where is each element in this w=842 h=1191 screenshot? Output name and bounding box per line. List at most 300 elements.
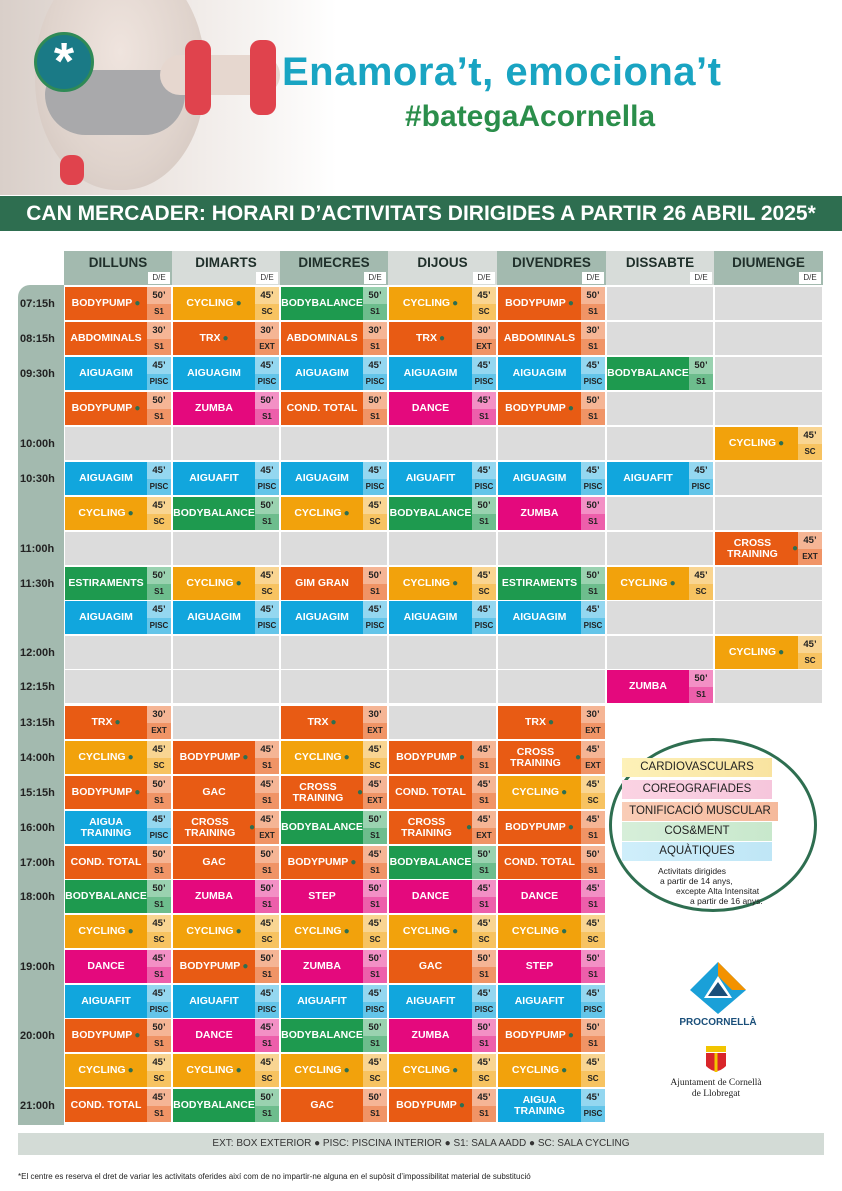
- time-label: 07:15h: [20, 298, 55, 310]
- activity-cell[interactable]: [172, 914, 280, 949]
- activity-label: CYCLING: [186, 925, 234, 937]
- activity-cell[interactable]: [280, 356, 388, 391]
- activity-name: [498, 601, 581, 634]
- activity-cell[interactable]: [64, 600, 172, 635]
- activity-cell[interactable]: [280, 984, 388, 1019]
- empty-slot: [280, 635, 388, 670]
- duration: 45’: [363, 985, 387, 1002]
- activity-label: ESTIRAMENTS: [501, 577, 578, 589]
- room-code: S1: [147, 304, 171, 321]
- activity-cell[interactable]: [388, 461, 497, 496]
- room-code: SC: [472, 584, 496, 601]
- activity-cell[interactable]: [64, 775, 172, 810]
- activity-name: [173, 462, 255, 495]
- activity-cell[interactable]: [497, 566, 606, 601]
- time-label: 11:00h: [20, 543, 55, 555]
- activity-name: [607, 670, 689, 703]
- high-intensity-icon: ●: [574, 752, 581, 763]
- activity-cell[interactable]: [280, 914, 388, 949]
- activity-cell[interactable]: [388, 321, 497, 356]
- activity-cell[interactable]: [172, 740, 280, 775]
- activity-cell[interactable]: [64, 1053, 172, 1088]
- room-code: PISC: [581, 374, 605, 391]
- activity-cell[interactable]: [172, 600, 280, 635]
- activity-label: BODYPUMP: [71, 402, 133, 414]
- activity-cell[interactable]: [388, 949, 497, 984]
- activity-cell[interactable]: [64, 321, 172, 356]
- activity-name: [173, 287, 255, 320]
- high-intensity-icon: ●: [452, 1065, 459, 1076]
- empty-slot: [280, 531, 388, 566]
- empty-slot: [64, 669, 172, 704]
- activity-label: CYCLING: [78, 507, 126, 519]
- activity-name: [173, 846, 255, 879]
- activity-label: BODYPUMP: [179, 960, 241, 972]
- activity-name: [389, 985, 472, 1018]
- duration: 50’: [581, 846, 605, 863]
- activity-cell[interactable]: [64, 984, 172, 1019]
- activity-label: BODYBALANCE: [173, 1099, 255, 1111]
- activity-cell[interactable]: [388, 600, 497, 635]
- room-code: S1: [472, 1106, 496, 1123]
- room-code: PISC: [581, 479, 605, 496]
- activity-cell[interactable]: [172, 1053, 280, 1088]
- activity-cell[interactable]: [280, 600, 388, 635]
- activity-cell[interactable]: [172, 879, 280, 914]
- duration: 50’: [363, 567, 387, 584]
- activity-cell[interactable]: [64, 914, 172, 949]
- activity-label: AIGUAGIM: [512, 367, 567, 379]
- room-code: SC: [689, 584, 713, 601]
- activity-cell[interactable]: [388, 740, 497, 775]
- empty-slot: [172, 705, 280, 740]
- empty-slot: [172, 635, 280, 670]
- activity-name: [389, 322, 472, 355]
- activity-label: BODYBALANCE: [173, 507, 255, 519]
- time-label: 17:00h: [20, 857, 55, 869]
- activity-cell[interactable]: [172, 391, 280, 426]
- activity-cell[interactable]: [280, 461, 388, 496]
- activity-name: [65, 880, 147, 913]
- activity-cell[interactable]: [497, 705, 606, 740]
- activity-cell[interactable]: [280, 1053, 388, 1088]
- activity-name: [498, 392, 581, 425]
- activity-label: CYCLING: [728, 646, 777, 658]
- activity-name: [281, 567, 363, 600]
- activity-cell[interactable]: [388, 1018, 497, 1053]
- activity-cell[interactable]: [388, 286, 497, 321]
- activity-cell[interactable]: [606, 669, 714, 704]
- activity-cell[interactable]: [172, 810, 280, 845]
- room-code: PISC: [147, 828, 171, 845]
- room-code: S1: [363, 409, 387, 426]
- activity-cell[interactable]: [497, 984, 606, 1019]
- activity-cell[interactable]: [497, 949, 606, 984]
- activity-name: [715, 636, 798, 669]
- activity-cell[interactable]: [64, 705, 172, 740]
- activity-name: [281, 601, 363, 634]
- activity-name: [281, 392, 363, 425]
- duration: 45’: [363, 497, 387, 514]
- activity-cell[interactable]: [388, 356, 497, 391]
- activity-cell[interactable]: [388, 879, 497, 914]
- activity-label: CYCLING: [294, 925, 342, 937]
- activity-cell[interactable]: [388, 984, 497, 1019]
- duration: 45’: [472, 601, 496, 618]
- duration: 50’: [255, 497, 279, 514]
- room-code: S1: [147, 1106, 171, 1123]
- activity-label: BODYPUMP: [505, 821, 566, 833]
- activity-name: [65, 497, 147, 530]
- time-label: 10:00h: [20, 438, 55, 450]
- duration: 45’: [255, 915, 279, 932]
- duration: 45’: [472, 985, 496, 1002]
- duration: 45’: [363, 601, 387, 618]
- duration: 45’: [472, 776, 496, 793]
- activity-label: AIGUAFIT: [405, 995, 456, 1007]
- dumbbell-icon: [250, 40, 276, 115]
- activity-label: AIGUAGIM: [79, 611, 133, 623]
- activity-label: GAC: [202, 856, 226, 868]
- activity-name: [607, 462, 689, 495]
- activity-cell[interactable]: [497, 740, 606, 775]
- activity-cell[interactable]: [64, 286, 172, 321]
- activity-cell[interactable]: [172, 1088, 280, 1123]
- activity-cell[interactable]: [172, 496, 280, 531]
- activity-cell[interactable]: [280, 879, 388, 914]
- activity-label: AIGUAFIT: [623, 472, 673, 484]
- activity-label: ZUMBA: [520, 507, 559, 519]
- activity-cell[interactable]: [64, 1018, 172, 1053]
- high-intensity-icon: ●: [567, 1030, 574, 1041]
- activity-cell[interactable]: [606, 356, 714, 391]
- activity-label: AIGUAGIM: [512, 472, 567, 484]
- high-intensity-icon: ●: [134, 787, 141, 798]
- activity-cell[interactable]: [280, 321, 388, 356]
- activity-cell[interactable]: [280, 845, 388, 880]
- activity-cell[interactable]: [172, 566, 280, 601]
- activity-label: BODYPUMP: [505, 402, 566, 414]
- duration: 50’: [581, 287, 605, 304]
- empty-slot: [714, 356, 823, 391]
- activity-name: [173, 950, 255, 983]
- room-code: PISC: [147, 479, 171, 496]
- activity-cell[interactable]: [280, 949, 388, 984]
- activity-cell[interactable]: [64, 845, 172, 880]
- activity-cell[interactable]: [172, 356, 280, 391]
- activity-label: AIGUAGIM: [295, 367, 349, 379]
- time-label: 18:00h: [20, 891, 55, 903]
- activity-cell[interactable]: [64, 1088, 172, 1123]
- activity-cell[interactable]: [388, 914, 497, 949]
- room-code: S1: [472, 514, 496, 531]
- activity-name: [389, 880, 472, 913]
- activity-name: [498, 950, 581, 983]
- activity-cell[interactable]: [64, 356, 172, 391]
- duration: 45’: [472, 811, 496, 828]
- activity-cell[interactable]: [280, 1088, 388, 1123]
- activity-cell[interactable]: [714, 426, 823, 461]
- activity-label: STEP: [308, 890, 336, 902]
- activity-cell[interactable]: [64, 879, 172, 914]
- activity-cell[interactable]: [280, 705, 388, 740]
- time-label: 12:00h: [20, 647, 55, 659]
- day-name: DISSABTE: [625, 255, 695, 270]
- activity-name: [65, 357, 147, 390]
- activity-cell[interactable]: [280, 740, 388, 775]
- room-code: S1: [147, 863, 171, 880]
- activity-cell[interactable]: [497, 1053, 606, 1088]
- legend-cosment: COS&MENT: [622, 822, 772, 841]
- duration: 45’: [147, 601, 171, 618]
- activity-name: [65, 811, 147, 844]
- activity-name: [389, 1089, 472, 1122]
- activity-cell[interactable]: [64, 810, 172, 845]
- duration: 45’: [472, 357, 496, 374]
- activity-label: CYCLING: [294, 1064, 342, 1076]
- high-intensity-icon: ●: [561, 1065, 568, 1076]
- activity-cell[interactable]: [606, 566, 714, 601]
- room-code: SC: [363, 758, 387, 775]
- duration: 50’: [255, 392, 279, 409]
- activity-label: ABDOMINALS: [286, 332, 358, 344]
- activity-name: [498, 322, 581, 355]
- activity-cell[interactable]: [64, 740, 172, 775]
- duration: 45’: [147, 915, 171, 932]
- day-header: [64, 251, 172, 285]
- activity-cell[interactable]: [64, 949, 172, 984]
- activity-name: [65, 462, 147, 495]
- activity-name: [281, 706, 363, 739]
- empty-slot: [172, 669, 280, 704]
- room-code: S1: [255, 758, 279, 775]
- activity-cell[interactable]: [64, 391, 172, 426]
- activity-cell[interactable]: [280, 775, 388, 810]
- duration: 45’: [255, 1019, 279, 1036]
- empty-slot: [64, 531, 172, 566]
- activity-label: AIGUAFIT: [297, 995, 347, 1007]
- room-code: S1: [581, 1036, 605, 1053]
- activity-label: CYCLING: [402, 925, 451, 937]
- room-code: S1: [363, 304, 387, 321]
- empty-slot: [714, 286, 823, 321]
- activity-cell[interactable]: [497, 775, 606, 810]
- activity-name: [173, 1019, 255, 1052]
- de-label: D/E: [799, 272, 821, 284]
- activity-label: BODYPUMP: [179, 751, 241, 763]
- activity-cell[interactable]: [497, 286, 606, 321]
- activity-cell[interactable]: [280, 810, 388, 845]
- activity-cell[interactable]: [172, 845, 280, 880]
- activity-cell[interactable]: [388, 1053, 497, 1088]
- activity-label: BODYPUMP: [71, 1029, 133, 1041]
- room-code: S1: [255, 1106, 279, 1123]
- activity-cell[interactable]: [714, 635, 823, 670]
- activity-cell[interactable]: [388, 775, 497, 810]
- activity-cell[interactable]: [497, 1018, 606, 1053]
- empty-slot: [606, 426, 714, 461]
- room-code: SC: [798, 653, 822, 670]
- activity-cell[interactable]: [172, 775, 280, 810]
- day-header: [714, 251, 823, 285]
- activity-cell[interactable]: [497, 1088, 606, 1123]
- activity-cell[interactable]: [497, 496, 606, 531]
- duration: 45’: [472, 392, 496, 409]
- room-code: SC: [147, 932, 171, 949]
- activity-cell[interactable]: [280, 286, 388, 321]
- day-name: DIMECRES: [298, 255, 370, 270]
- day-header: [497, 251, 606, 285]
- activity-label: DANCE: [411, 890, 450, 902]
- activity-label: AIGUA TRAINING: [514, 1093, 565, 1117]
- duration: 45’: [255, 567, 279, 584]
- room-code: SC: [255, 584, 279, 601]
- high-intensity-icon: ●: [350, 857, 357, 868]
- activity-cell[interactable]: [388, 810, 497, 845]
- activity-name: [65, 1089, 147, 1122]
- activity-name: [173, 1089, 255, 1122]
- room-code: PISC: [363, 479, 387, 496]
- high-intensity-icon: ●: [127, 508, 134, 519]
- high-intensity-icon: ●: [248, 822, 255, 833]
- duration: 50’: [472, 497, 496, 514]
- room-code: SC: [255, 304, 279, 321]
- empty-slot: [606, 391, 714, 426]
- high-intensity-icon: ●: [134, 298, 141, 309]
- duration: 45’: [147, 985, 171, 1002]
- empty-slot: [388, 531, 497, 566]
- room-code: SC: [472, 304, 496, 321]
- empty-slot: [714, 321, 823, 356]
- duration: 30’: [581, 322, 605, 339]
- empty-slot: [497, 426, 606, 461]
- activity-name: [389, 567, 472, 600]
- duration: 50’: [363, 392, 387, 409]
- activity-name: [281, 811, 363, 844]
- activity-label: COND. TOTAL: [70, 1099, 142, 1111]
- duration: 45’: [581, 985, 605, 1002]
- activity-cell[interactable]: [497, 600, 606, 635]
- activity-cell[interactable]: [497, 914, 606, 949]
- activity-cell[interactable]: [497, 879, 606, 914]
- day-header: [388, 251, 497, 285]
- activity-cell[interactable]: [280, 496, 388, 531]
- activity-cell[interactable]: [64, 566, 172, 601]
- room-code: S1: [472, 793, 496, 810]
- duration: 50’: [147, 776, 171, 793]
- activity-cell[interactable]: [172, 984, 280, 1019]
- room-code: S1: [363, 339, 387, 356]
- activity-cell[interactable]: [172, 1018, 280, 1053]
- empty-slot: [714, 391, 823, 426]
- activity-cell[interactable]: [497, 810, 606, 845]
- duration: 45’: [147, 357, 171, 374]
- activity-cell[interactable]: [172, 321, 280, 356]
- empty-slot: [64, 635, 172, 670]
- activity-label: BODYPUMP: [505, 1029, 566, 1041]
- day-header: [606, 251, 714, 285]
- activity-name: [498, 811, 581, 844]
- room-code: EXT: [363, 723, 387, 740]
- activity-label: CROSS TRAINING: [401, 815, 452, 839]
- activity-name: [281, 846, 363, 879]
- high-intensity-icon: ●: [343, 1065, 350, 1076]
- duration: 45’: [255, 811, 279, 828]
- legend-tonif: TONIFICACIÓ MUSCULAR: [622, 802, 778, 821]
- activity-label: ABDOMINALS: [503, 332, 576, 344]
- activity-cell[interactable]: [497, 356, 606, 391]
- activity-name: [173, 1054, 255, 1087]
- activity-cell[interactable]: [388, 566, 497, 601]
- activity-cell[interactable]: [497, 321, 606, 356]
- age-note-line: Activitats dirigides: [658, 866, 727, 876]
- activity-label: CYCLING: [511, 786, 560, 798]
- room-code: SC: [581, 932, 605, 949]
- time-label: 13:15h: [20, 717, 55, 729]
- duration: 45’: [363, 357, 387, 374]
- activity-cell[interactable]: [64, 496, 172, 531]
- room-code: EXT: [255, 828, 279, 845]
- activity-cell[interactable]: [714, 531, 823, 566]
- activity-cell[interactable]: [280, 1018, 388, 1053]
- activity-cell[interactable]: [172, 949, 280, 984]
- room-code: S1: [581, 897, 605, 914]
- activity-cell[interactable]: [497, 391, 606, 426]
- activity-label: TRX: [524, 716, 546, 728]
- time-label: 15:15h: [20, 787, 55, 799]
- activity-cell[interactable]: [172, 461, 280, 496]
- time-label: 21:00h: [20, 1100, 55, 1112]
- activity-cell[interactable]: [497, 845, 606, 880]
- duration: 30’: [147, 322, 171, 339]
- activity-cell[interactable]: [172, 286, 280, 321]
- activity-label: BODYPUMP: [71, 297, 133, 309]
- duration: 30’: [363, 706, 387, 723]
- ajuntament-label: Ajuntament de Cornellà: [670, 1078, 762, 1088]
- activity-cell[interactable]: [388, 496, 497, 531]
- activity-cell[interactable]: [388, 845, 497, 880]
- activity-name: [389, 357, 472, 390]
- empty-slot: [388, 669, 497, 704]
- activity-cell[interactable]: [280, 566, 388, 601]
- activity-label: BODYBALANCE: [389, 856, 472, 868]
- activity-name: [389, 776, 472, 809]
- high-intensity-icon: ●: [669, 578, 676, 589]
- duration: 30’: [581, 706, 605, 723]
- activity-cell[interactable]: [64, 461, 172, 496]
- room-code: SC: [798, 444, 822, 461]
- activity-cell[interactable]: [388, 391, 497, 426]
- activity-label: CYCLING: [511, 1064, 560, 1076]
- empty-slot: [606, 286, 714, 321]
- activity-name: [389, 915, 472, 948]
- duration: 45’: [472, 567, 496, 584]
- activity-name: [498, 741, 581, 774]
- day-name: DIJOUS: [417, 255, 468, 270]
- activity-cell[interactable]: [388, 1088, 497, 1123]
- empty-slot: [388, 635, 497, 670]
- room-code: PISC: [255, 618, 279, 635]
- activity-cell[interactable]: [280, 391, 388, 426]
- activity-name: [389, 392, 472, 425]
- activity-cell[interactable]: [497, 461, 606, 496]
- activity-cell[interactable]: [606, 461, 714, 496]
- duration: 50’: [581, 950, 605, 967]
- duration: 45’: [363, 776, 387, 793]
- procornella-logo-icon: [688, 960, 748, 1016]
- room-code: S1: [255, 514, 279, 531]
- activity-label: GAC: [310, 1099, 334, 1111]
